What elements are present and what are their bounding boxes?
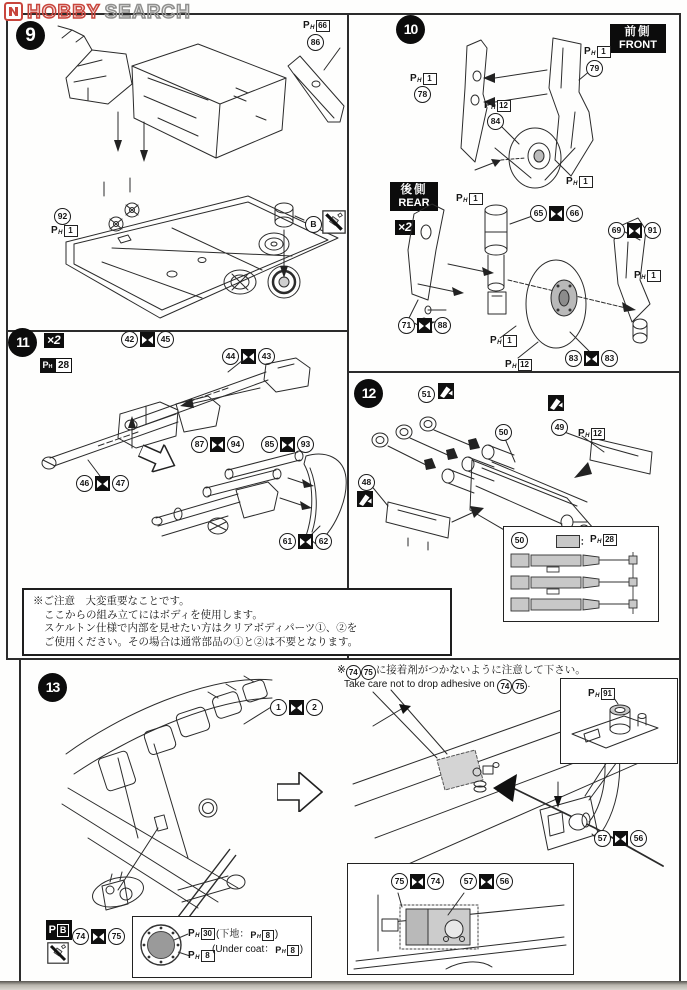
pair-42-45: 42 45 — [121, 331, 174, 348]
undercoat-note-en: (Under coat： P H 8 ) — [212, 944, 304, 955]
bowtie-icon — [417, 318, 432, 333]
caution-line-1: ※ご注意 大変重要なことです。 — [33, 595, 190, 607]
caution-box — [22, 588, 452, 656]
border-left-upper — [6, 13, 8, 658]
paint-callout-wheel-rim: P H 8 — [188, 950, 215, 962]
bowtie-icon — [479, 874, 494, 889]
knife-icon — [357, 491, 373, 507]
rear-x2-badge: ×2 — [395, 220, 415, 235]
knife-icon — [548, 395, 564, 411]
wheel-part-drawing — [138, 922, 184, 968]
watermark-word-search: SEARCH — [104, 2, 191, 23]
divider-step9-step11 — [6, 330, 348, 332]
step-13-badge: 13 — [38, 673, 67, 702]
pair-87-94: 87 94 — [191, 436, 244, 453]
hobbysearch-watermark — [4, 2, 191, 26]
part50-paint-inset-drawing — [507, 550, 653, 616]
pair-57-56: 57 56 — [594, 830, 647, 847]
pair-83-83: 83 83 — [565, 350, 618, 367]
pair-46-47: 46 47 — [76, 475, 129, 492]
bowtie-icon — [95, 476, 110, 491]
part-B: B — [305, 216, 322, 233]
paint-callout-inline: P H 8 — [250, 930, 274, 941]
part-84: 84 — [487, 113, 504, 130]
paint-callout-rear-bottom: P H 12 — [505, 359, 532, 371]
caution-line-3: スケルトン仕様で内部を見せたい方はクリアボディパーツ①、②を — [44, 622, 358, 634]
pair-1-2: 1 2 — [270, 699, 323, 716]
pair-44-43: 44 43 — [222, 348, 275, 365]
paint-callout-cylinder: P H 1 — [456, 193, 483, 205]
ph91-inset-drawing — [562, 690, 672, 760]
watermark-word-hobby: HOBBY — [27, 2, 101, 23]
paint-b-badge: P B — [46, 920, 72, 940]
paint-callout-inline: P H 8 — [275, 945, 299, 956]
part-92: 92 — [54, 208, 71, 225]
bowtie-icon — [549, 206, 564, 221]
step9-engine-unit-drawing — [48, 26, 308, 181]
bowtie-icon — [289, 700, 304, 715]
bowtie-icon — [627, 223, 642, 238]
step9-strip-part-drawing — [280, 48, 348, 128]
pair-74-75: 74 75 — [72, 928, 125, 945]
part-79: 79 — [586, 60, 603, 77]
knife-icon — [438, 383, 454, 399]
paint-badge-ph28: P H 28 — [40, 358, 72, 373]
step-10-badge: 10 — [396, 15, 425, 44]
part-51: 51 — [418, 386, 435, 403]
paint-callout-49: P H 12 — [578, 428, 605, 440]
step11-x2-badge: ×2 — [44, 333, 64, 348]
inset-pair-75-74: 75 74 — [391, 873, 444, 890]
part-74-inline: 74 — [497, 679, 512, 694]
bowtie-icon — [410, 874, 425, 889]
bowtie-icon — [140, 332, 155, 347]
hobbysearch-logo-icon — [4, 2, 23, 26]
paint-callout-91: P H 91 — [588, 688, 615, 700]
paint-callout-79: P H 1 — [584, 46, 611, 58]
divider-step10-step12 — [347, 371, 680, 373]
part-50: 50 — [495, 424, 512, 441]
paint-legend-swatch — [556, 535, 580, 548]
paint-callout-84: P H 12 — [484, 100, 511, 112]
paint-callout-92: P H 1 — [51, 225, 78, 237]
bowtie-icon — [91, 929, 106, 944]
step-9-badge: 9 — [16, 21, 45, 50]
border-right — [679, 13, 681, 982]
inset-pointer-lines — [160, 845, 236, 923]
step-12-badge: 12 — [354, 379, 383, 408]
flow-arrow-step13 — [277, 772, 323, 817]
part-49: 49 — [551, 419, 568, 436]
border-left-lower — [19, 658, 21, 982]
plate-57-56-drawing — [528, 782, 613, 862]
step9-floor-panel-drawing — [52, 178, 352, 328]
part-75-inline: 75 — [361, 665, 376, 680]
paint-callout-ph66: P H 66 — [303, 20, 330, 32]
paint-callout-rear-center: P H 1 — [490, 335, 517, 347]
pair-85-93: 85 93 — [261, 436, 314, 453]
paint-legend-ph28: P H 28 — [590, 534, 617, 546]
mounted-position-drawing — [350, 893, 568, 971]
caution-line-4: ご使用ください。その場合は通常部品の①と②は不要となります。 — [44, 635, 359, 648]
bowtie-icon — [298, 534, 313, 549]
inset-pair-57-56: 57 56 — [460, 873, 513, 890]
pair-65-66: 65 66 — [530, 205, 583, 222]
paint-legend-separator: ： — [580, 537, 590, 548]
scan-edge-shadow — [0, 981, 687, 990]
paint-callout-front-disc: P H 1 — [566, 176, 593, 188]
part-86: 86 — [307, 34, 324, 51]
caution-line-2: ここからの組み立てにはボディを使用します。 — [44, 608, 263, 621]
part-48: 48 — [358, 474, 375, 491]
part-78: 78 — [414, 86, 431, 103]
pair-69-91: 69 91 — [608, 222, 661, 239]
front-badge: 前側 FRONT — [610, 24, 666, 53]
step-11-badge: 11 — [8, 328, 37, 357]
bowtie-icon — [584, 351, 599, 366]
paint-callout-78: P H 1 — [410, 73, 437, 85]
adhesive-note-jp: ※ 74 75 に接着剤がつかないように注意して下さい。 — [337, 663, 586, 680]
bowtie-icon — [613, 831, 628, 846]
undercoat-note-jp: (下地： P H 8 ) — [216, 929, 279, 940]
inset-part-50: 50 — [511, 532, 528, 549]
no-cement-icon — [46, 942, 70, 969]
pair-71-88: 71 88 — [398, 317, 451, 334]
no-cement-icon — [322, 210, 346, 239]
part-74-inline: 74 — [346, 665, 361, 680]
paint-callout-wheel-center: P H 30 — [188, 928, 215, 940]
rear-badge: 後側 REAR — [390, 182, 438, 211]
part-75-inline: 75 — [512, 679, 527, 694]
adhesive-note-en: Take care not to drop adhesive on 74 75 . — [344, 678, 530, 694]
paint-callout-rear-right: P H 1 — [634, 270, 661, 282]
pair-61-62: 61 62 — [279, 533, 332, 550]
